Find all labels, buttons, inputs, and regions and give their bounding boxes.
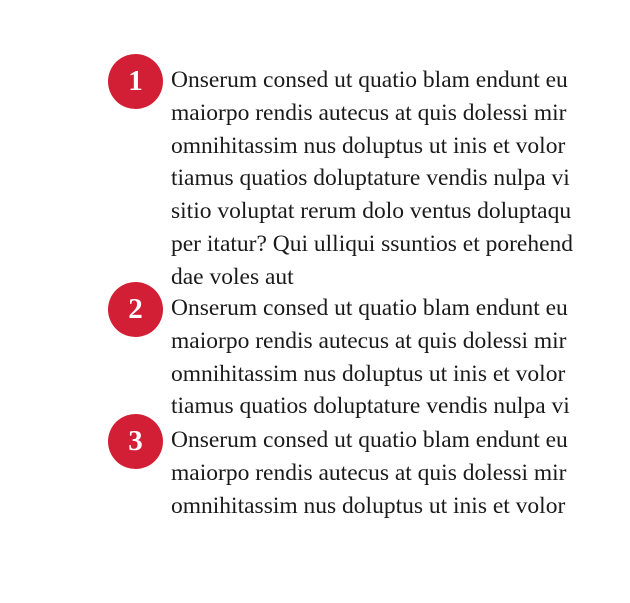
item-text bbox=[171, 64, 630, 294]
number-badge: 1 bbox=[108, 54, 163, 109]
item-text bbox=[171, 292, 630, 423]
text-line: Onserum consed ut quatio blam endunt eu bbox=[171, 67, 568, 93]
text-line: omnihitassim nus doluptus ut inis et volor bbox=[171, 360, 566, 387]
text-line: Onserum consed ut quatio blam endunt eu bbox=[171, 295, 568, 321]
text-line: per itatur? Qui ulliqui ssuntios et porehend bbox=[171, 230, 574, 257]
text-line: omnihitassim nus doluptus ut inis et volor bbox=[171, 132, 566, 159]
text-line: maiorpo rendis autecus at quis dolessi mir bbox=[171, 459, 567, 486]
text-line: tiamus quatios doluptature vendis nulpa vi bbox=[171, 393, 570, 420]
text-line: tiamus quatios doluptature vendis nulpa vi bbox=[171, 165, 570, 192]
text-line: sitio voluptat rerum dolo ventus doluptaqu bbox=[171, 198, 572, 225]
number-badge: 2 bbox=[108, 282, 163, 337]
text-line: maiorpo rendis autecus at quis dolessi mir bbox=[171, 99, 567, 126]
item-text bbox=[171, 424, 630, 522]
text-line: Onserum consed ut quatio blam endunt eu bbox=[171, 427, 568, 453]
text-line: omnihitassim nus doluptus ut inis et volor bbox=[171, 492, 566, 519]
number-badge: 3 bbox=[108, 414, 163, 469]
text-line: dae voles aut bbox=[171, 263, 294, 290]
text-line: maiorpo rendis autecus at quis dolessi mir bbox=[171, 327, 567, 354]
